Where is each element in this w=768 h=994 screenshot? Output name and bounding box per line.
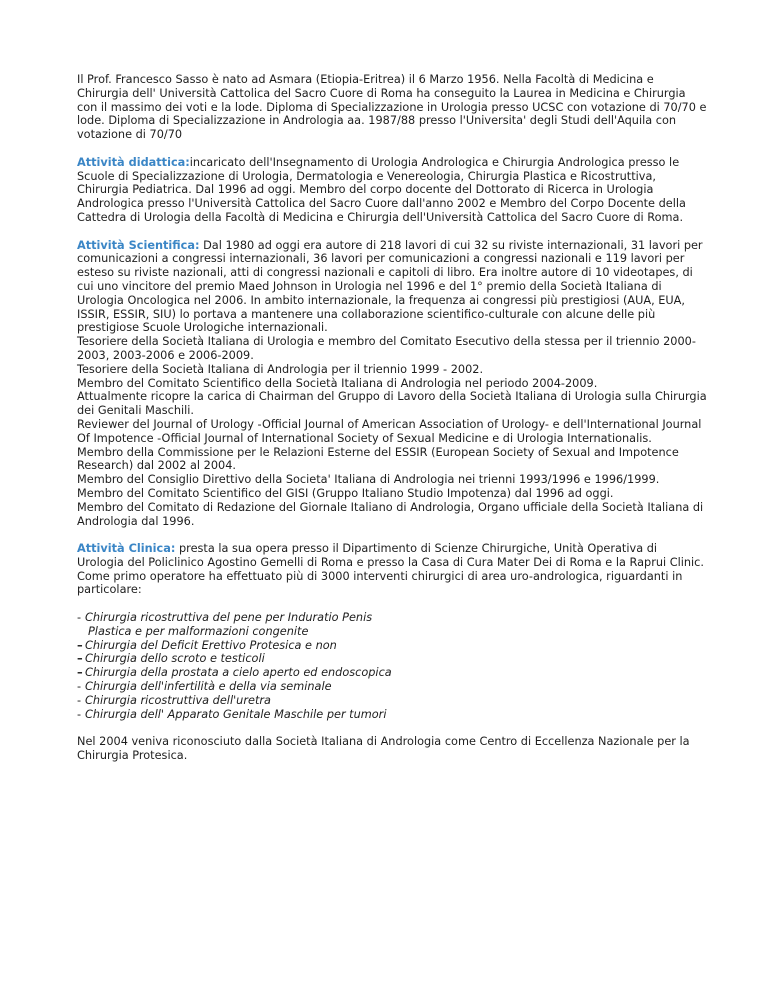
scientifica-line: Reviewer del Journal of Urology -Official Journal of American Association of Urology- e dell'International Journal Of Impotence -Official Journal of International Society of Sexual Medicine e di Urologia Internationalis. (77, 417, 702, 445)
scientifica-line: Membro del Consiglio Direttivo della Societa' Italiana di Andrologia nei trienni 1993/1996 e 1996/1999. (77, 473, 660, 487)
list-item-text: Chirurgia ricostruttiva dell'uretra (85, 693, 271, 707)
bio-intro-paragraph: Il Prof. Francesco Sasso è nato ad Asmara (Etiopia-Eritrea) il 6 Marzo 1956. Nella Facoltà di Medicina e Chirurgia dell' Università Cattolica del Sacro Cuore di Roma ha conseguito la Laurea in Medicina e Chirurgia con il massimo dei voti e la lode. Diploma di Specializzazione in Urologia presso UCSC con votazione di 70/70 e lode. Diploma di Specializzazione in Andrologia aa. 1987/88 presso l'Universita' degli Studi dell'Aquila con votazione di 70/70 (77, 73, 707, 142)
scientifica-section (77, 239, 707, 529)
list-dash: - (77, 693, 82, 707)
surgery-list (77, 611, 707, 721)
list-dash: - (77, 707, 82, 721)
closing-paragraph: Nel 2004 veniva riconosciuto dalla Società Italiana di Andrologia come Centro di Eccellenza Nazionale per la Chirurgia Protesica. (77, 735, 690, 763)
list-item (77, 708, 707, 722)
scientifica-text: Dal 1980 ad oggi era autore di 218 lavori di cui 32 su riviste internazionali, 31 lavori per comunicazioni a congressi internazionali, 36 lavori per comunicazioni a congressi nazionali e 119 lavori per esteso su riviste nazionali, atti di congressi nazionali e capitoli di libro. Era inoltre autore di 10 videotapes, di cui uno vincitore del premio Maed Johnson in Urologia nel 1996 e del 1° premio della Società Italiana di Urologia Oncologica nel 2006. In ambito internazionale, la frequenza ai congressi più prestigiosi (AUA, EUA, ISSIR, ESSIR, SIU) lo portava a mantenere una collaborazione scientifico-culturale con alcune delle più prestigiose Scuole Urologiche internazionali. (77, 238, 703, 335)
clinica-heading: Attività Clinica: (77, 542, 176, 556)
scientifica-line: Tesoriere della Società Italiana di Urologia e membro del Comitato Esecutivo della stessa per il triennio 2000-2003, 2003-2006 e 2006-2009. (77, 335, 696, 362)
scientifica-line: Membro del Comitato di Redazione del Giornale Italiano di Andrologia, Organo ufficiale della Società Italiana di Andrologia dal 1996. (77, 500, 704, 528)
scientifica-paragraph (77, 239, 707, 336)
list-item-text: Chirurgia dell' Apparato Genitale Maschile per tumori (85, 707, 387, 721)
list-item (77, 639, 707, 653)
list-item-text: Chirurgia dell'infertilità e della via seminale (85, 680, 332, 694)
list-item-text: Chirurgia del Deficit Erettivo Protesica e non (85, 638, 337, 652)
didattica-text: incaricato dell'Insegnamento di Urologia Andrologica e Chirurgia Andrologica presso le Scuole di Specializzazione di Urologia, Dermatologia e Venereologia, Chirurgia Plastica e Ricostruttiva, Chirurgia Pediatrica. Dal 1996 ad oggi. Membro del corpo docente del Dottorato di Ricerca in Urologia Andrologica presso l'Università Cattolica del Sacro Cuore dall'anno 2002 e Membro del Corpo Docente della Cattedra di Urologia della Facoltà di Medicina e Chirurgia dell'Università Cattolica del Sacro Cuore di Roma. (77, 155, 686, 224)
scientifica-line: Attualmente ricopre la carica di Chairman del Gruppo di Lavoro della Società Italiana di Urologia sulla Chirurgia dei Genitali Maschili. (77, 390, 707, 418)
list-item-text: Chirurgia ricostruttiva del pene per Induratio Penis Plastica e per malformazioni congenite (85, 611, 373, 638)
list-item (77, 611, 408, 639)
scientifica-line: Membro della Commissione per le Relazioni Esterne del ESSIR (European Society of Sexual and Impotence Research) dal 2002 al 2004. (77, 445, 679, 473)
list-dash: - (77, 680, 82, 694)
clinica-text: presta la sua opera presso il Dipartimento di Scienze Chirurgiche, Unità Operativa di Urologia del Policlinico Agostino Gemelli di Roma e presso la Casa di Cura Mater Dei di Roma e la Raprui Clinic. Come primo operatore ha effettuato più di 3000 interventi chirurgici di area uro-andrologica, riguardanti in particolare: (77, 542, 704, 597)
list-dash: – (77, 652, 83, 666)
list-item-text: Chirurgia dello scroto e testicoli (85, 652, 265, 666)
list-dash: – (77, 666, 83, 680)
list-dash: - (77, 611, 82, 625)
list-item-text: Chirurgia della prostata a cielo aperto ed endoscopica (85, 666, 392, 680)
didattica-heading: Attività didattica: (77, 155, 190, 169)
list-item (77, 680, 707, 694)
list-dash: – (77, 638, 83, 652)
list-item (77, 694, 707, 708)
document-body (77, 73, 707, 777)
list-item (77, 652, 707, 666)
scientifica-line: Tesoriere della Società Italiana di Andrologia per il triennio 1999 - 2002. (77, 362, 484, 376)
scientifica-line: Membro del Comitato Scientifico del GISI (Gruppo Italiano Studio Impotenza) dal 1996 ad oggi. (77, 486, 614, 500)
scientifica-heading: Attività Scientifica: (77, 238, 200, 252)
didattica-paragraph (77, 156, 707, 225)
scientifica-line: Membro del Comitato Scientifico della Società Italiana di Andrologia nel periodo 2004-2009. (77, 376, 598, 390)
clinica-paragraph (77, 542, 707, 597)
list-item (77, 666, 707, 680)
